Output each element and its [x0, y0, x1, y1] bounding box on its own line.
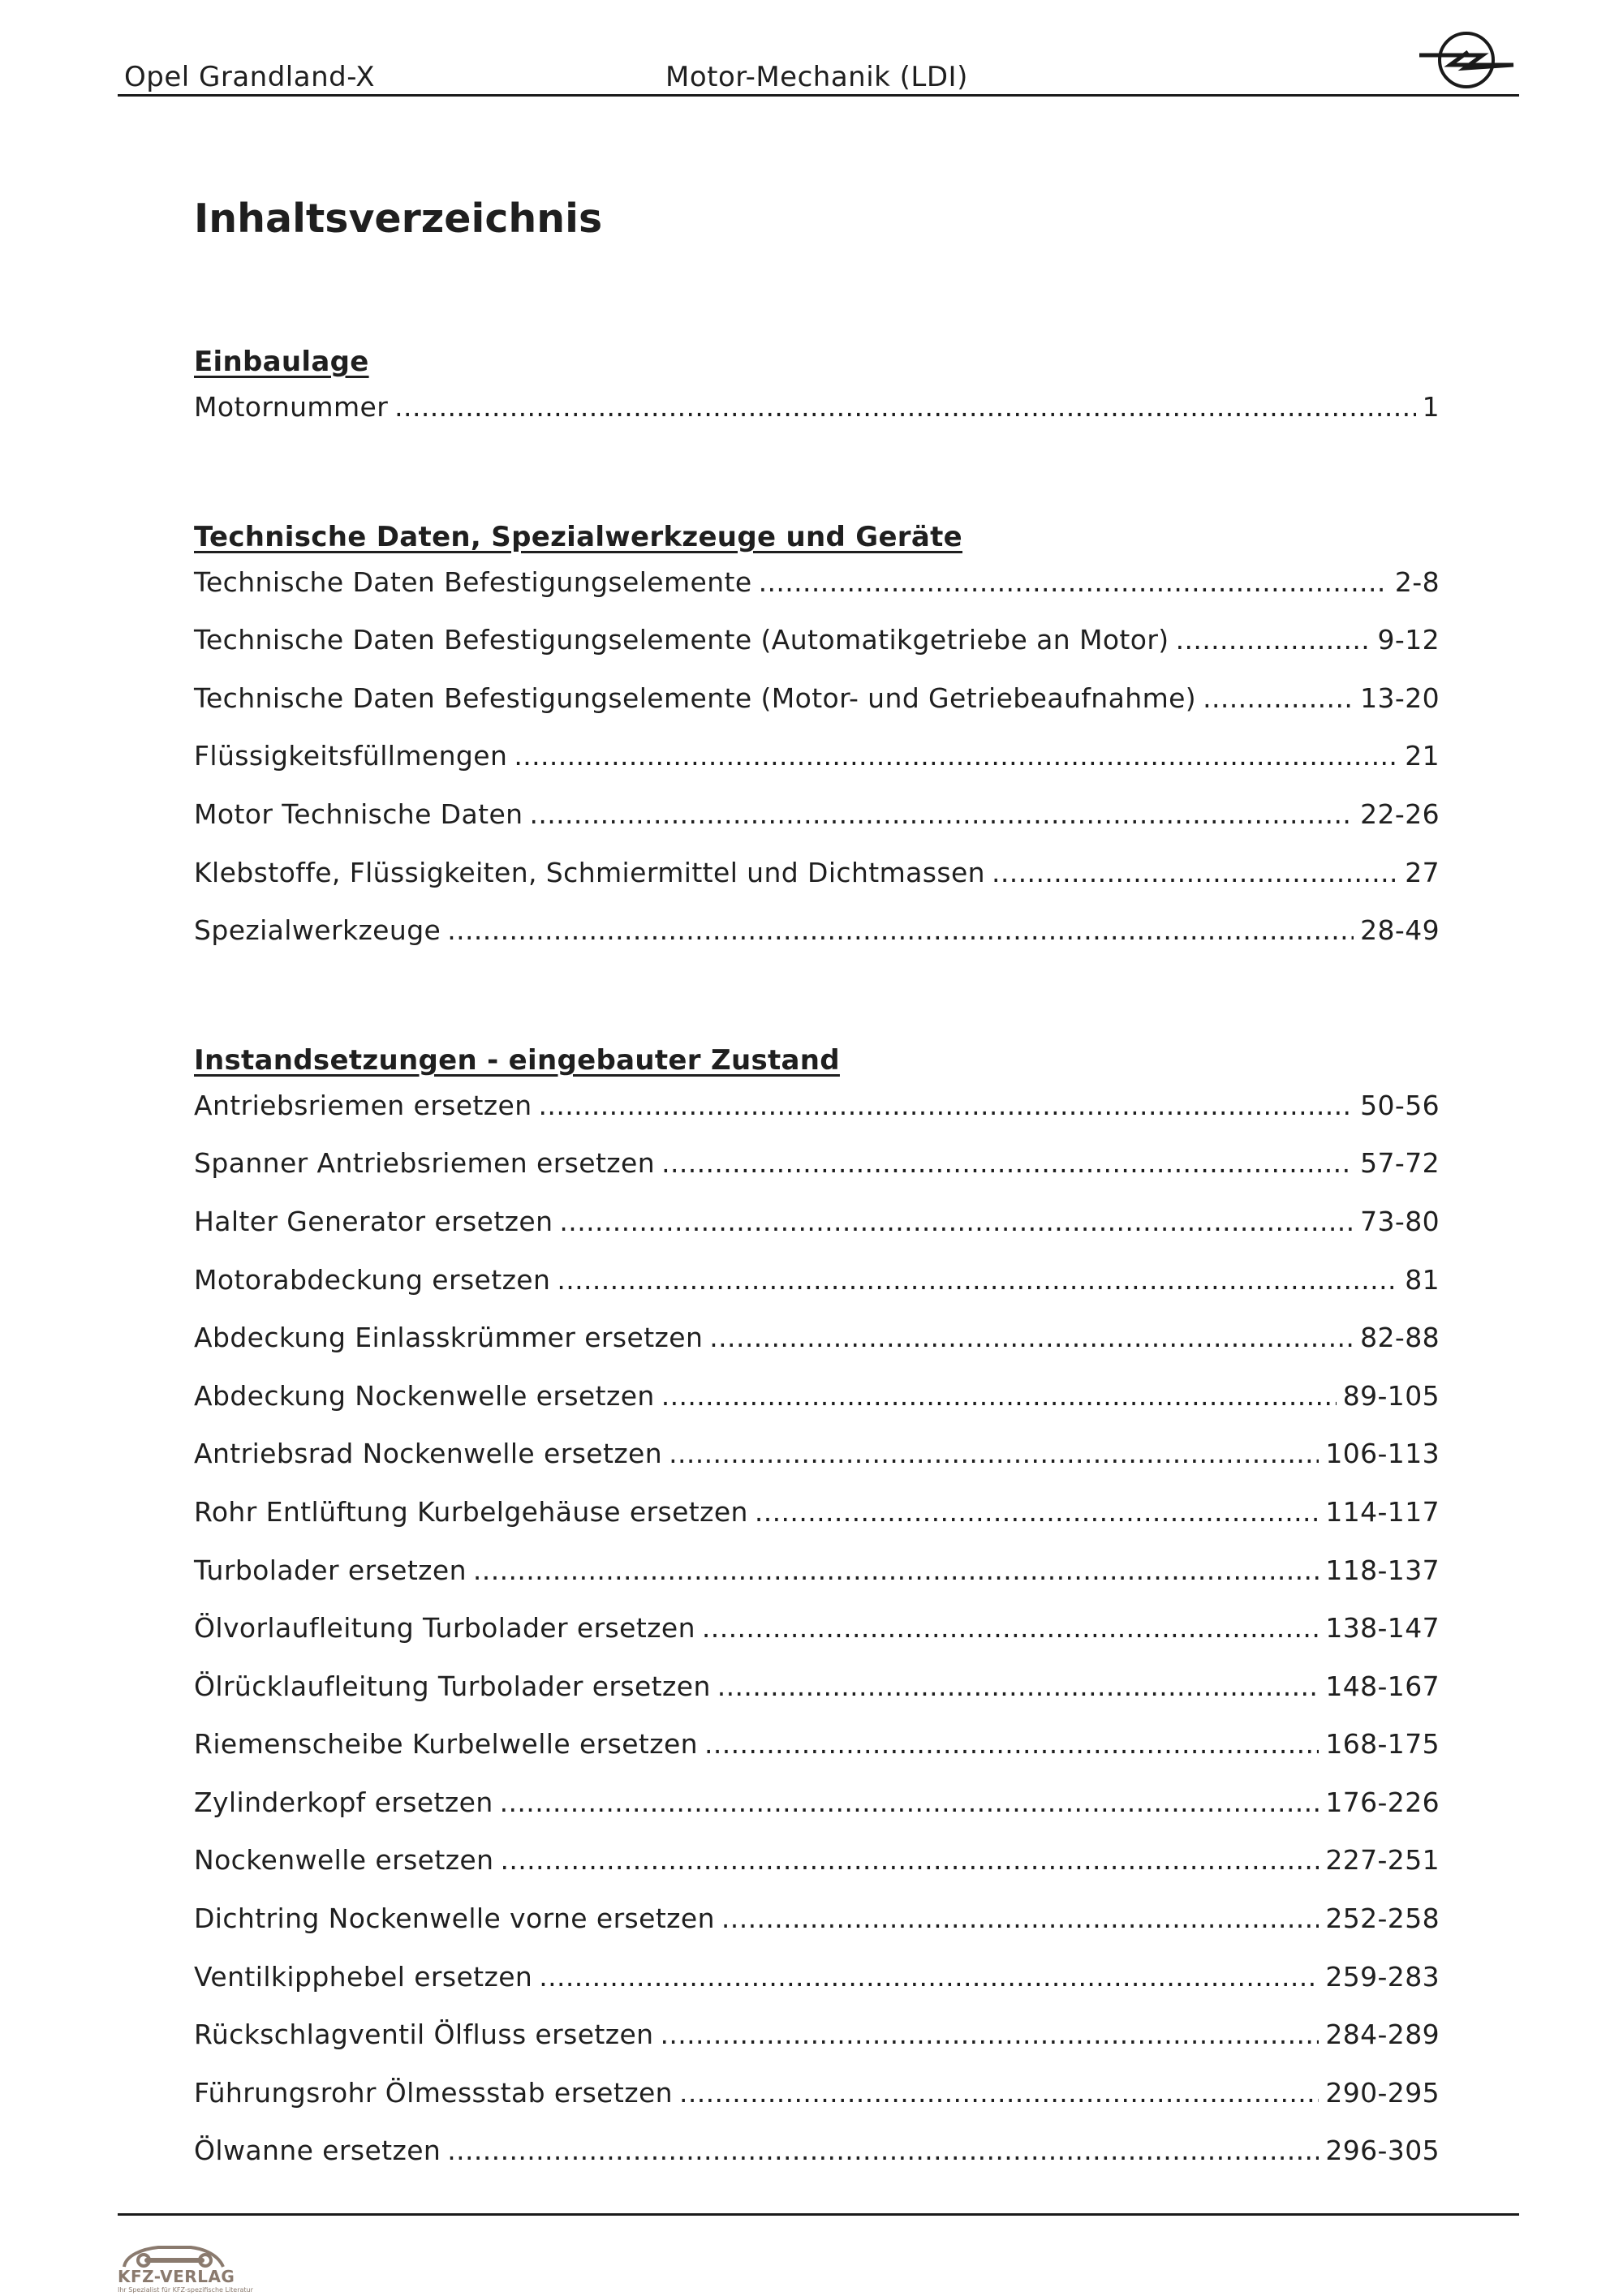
toc-entry-label: Klebstoffe, Flüssigkeiten, Schmiermittel und Dichtmassen: [194, 856, 985, 888]
toc-entry[interactable]: [194, 1961, 1440, 2019]
toc-entry-page: 13-20: [1360, 681, 1440, 714]
toc-entry[interactable]: [194, 798, 1440, 857]
toc-entry-label: Führungsrohr Ölmessstab ersetzen: [194, 2076, 673, 2109]
dot-leader: [660, 2019, 1319, 2050]
dot-leader: [529, 798, 1354, 830]
toc-entry[interactable]: [194, 1844, 1440, 1903]
toc-entry[interactable]: [194, 624, 1440, 682]
manual-topic: Motor-Mechanik (LDI): [665, 61, 968, 93]
toc-entry-label: Ölwanne ersetzen: [194, 2135, 441, 2167]
section-heading: Instandsetzungen - eingebauter Zustand: [194, 1043, 840, 1077]
dot-leader: [1203, 682, 1354, 714]
toc-entry-page: 284-289: [1325, 2019, 1440, 2051]
toc-entry[interactable]: [194, 1612, 1440, 1670]
toc-entry[interactable]: [194, 1670, 1440, 1729]
toc-entry-label: Rückschlagventil Ölfluss ersetzen: [194, 2019, 654, 2051]
dot-leader: [661, 1380, 1337, 1412]
toc-entry-page: 114-117: [1325, 1495, 1440, 1528]
toc-entry-label: Rohr Entlüftung Kurbelgehäuse ersetzen: [194, 1495, 748, 1528]
toc-entry-page: 227-251: [1325, 1844, 1440, 1877]
toc-entry-page: 176-226: [1325, 1786, 1440, 1818]
vehicle-model: Opel Grandland-X: [124, 61, 376, 93]
toc-entry-label: Motornummer: [194, 391, 389, 423]
toc-entry-list: [194, 1090, 1440, 2193]
toc-entry[interactable]: [194, 2077, 1440, 2135]
toc-entry-page: 252-258: [1325, 1903, 1440, 1935]
toc-entry-label: Dichtring Nockenwelle vorne ersetzen: [194, 1903, 715, 1935]
toc-entry[interactable]: [194, 1496, 1440, 1554]
toc-entry-label: Halter Generator ersetzen: [194, 1205, 553, 1237]
toc-entry-page: 259-283: [1325, 1960, 1440, 1993]
dot-leader: [759, 566, 1388, 598]
toc-entry[interactable]: [194, 1380, 1440, 1438]
dot-leader: [557, 1264, 1398, 1296]
header-divider: [118, 94, 1519, 97]
toc-entry[interactable]: [194, 566, 1440, 625]
toc-entry-label: Technische Daten Befestigungselemente: [194, 565, 752, 598]
toc-entry[interactable]: [194, 1206, 1440, 1264]
dot-leader: [709, 1322, 1354, 1353]
dot-leader: [669, 1438, 1319, 1469]
toc-entry-list: [194, 391, 1440, 449]
page-title: Inhaltsverzeichnis: [194, 196, 603, 242]
footer-tagline: Ihr Spezialist für KFZ-spezifische Literatur: [118, 2286, 253, 2294]
toc-entry-page: 22-26: [1360, 798, 1440, 830]
dot-leader: [702, 1612, 1319, 1644]
toc-entry-page: 168-175: [1325, 1728, 1440, 1761]
toc-entry-page: 148-167: [1325, 1670, 1440, 1702]
toc-entry-label: Ventilkipphebel ersetzen: [194, 1960, 533, 1993]
dot-leader: [539, 1961, 1319, 1993]
toc-entry-label: Motorabdeckung ersetzen: [194, 1263, 551, 1296]
page-header: [118, 24, 1519, 96]
dot-leader: [661, 1147, 1354, 1179]
toc-entry[interactable]: [194, 682, 1440, 741]
toc-entry[interactable]: [194, 1090, 1440, 1148]
toc-entry-label: Zylinderkopf ersetzen: [194, 1786, 493, 1818]
toc-entry-page: 1: [1422, 391, 1440, 423]
toc-entry[interactable]: [194, 1786, 1440, 1845]
toc-entry[interactable]: [194, 1728, 1440, 1786]
toc-section: [194, 1031, 1440, 2193]
toc-entry-label: Spanner Antriebsriemen ersetzen: [194, 1147, 656, 1180]
toc-entry[interactable]: [194, 2135, 1440, 2193]
toc-entry-label: Spezialwerkzeuge: [194, 914, 441, 947]
toc-entry[interactable]: [194, 391, 1440, 449]
toc-entry[interactable]: [194, 1264, 1440, 1322]
toc-entry-page: 81: [1405, 1263, 1440, 1296]
dot-leader: [539, 1090, 1354, 1121]
toc-entry-list: [194, 566, 1440, 973]
toc-content: [194, 187, 1440, 2251]
toc-entry-page: 290-295: [1325, 2076, 1440, 2109]
toc-entry[interactable]: [194, 740, 1440, 798]
toc-entry-page: 27: [1405, 856, 1440, 888]
toc-entry-label: Antriebsriemen ersetzen: [194, 1089, 532, 1121]
dot-leader: [679, 2077, 1319, 2109]
toc-entry-page: 2-8: [1394, 565, 1440, 598]
dot-leader: [447, 914, 1354, 946]
toc-entry-page: 73-80: [1360, 1205, 1440, 1237]
dot-leader: [704, 1728, 1319, 1760]
toc-entry-label: Riemenscheibe Kurbelwelle ersetzen: [194, 1728, 698, 1761]
toc-entry-page: 296-305: [1325, 2135, 1440, 2167]
dot-leader: [559, 1206, 1354, 1237]
toc-entry-page: 57-72: [1360, 1147, 1440, 1180]
opel-logo-icon: [1416, 24, 1517, 96]
toc-entry-page: 89-105: [1342, 1379, 1440, 1412]
toc-entry-page: 118-137: [1325, 1554, 1440, 1586]
dot-leader: [717, 1670, 1319, 1702]
toc-entry-page: 82-88: [1360, 1322, 1440, 1354]
section-heading: Einbaulage: [194, 346, 369, 378]
toc-entry-label: Abdeckung Nockenwelle ersetzen: [194, 1379, 655, 1412]
toc-entry[interactable]: [194, 1903, 1440, 1961]
toc-entry[interactable]: [194, 1438, 1440, 1496]
toc-entry-page: 138-147: [1325, 1612, 1440, 1645]
toc-entry[interactable]: [194, 2019, 1440, 2077]
dot-leader: [473, 1554, 1319, 1586]
dot-leader: [1176, 624, 1371, 656]
toc-sections: [194, 333, 1440, 2193]
toc-entry[interactable]: [194, 1554, 1440, 1613]
footer-divider: [118, 2213, 1519, 2216]
dot-leader: [447, 2135, 1319, 2166]
dot-leader: [992, 857, 1398, 888]
toc-entry-page: 106-113: [1325, 1438, 1440, 1470]
toc-entry-label: Motor Technische Daten: [194, 798, 523, 830]
toc-entry-label: Technische Daten Befestigungselemente (Motor- und Getriebeaufnahme): [194, 681, 1197, 714]
toc-entry[interactable]: [194, 914, 1440, 973]
page-footer: [118, 2213, 1519, 2294]
section-heading: Technische Daten, Spezialwerkzeuge und Geräte: [194, 520, 963, 553]
toc-entry-label: Turbolader ersetzen: [194, 1554, 467, 1586]
toc-entry-label: Ölvorlaufleitung Turbolader ersetzen: [194, 1612, 695, 1645]
dot-leader: [514, 740, 1398, 772]
dot-leader: [721, 1903, 1319, 1934]
toc-entry[interactable]: [194, 857, 1440, 915]
toc-entry-page: 50-56: [1360, 1089, 1440, 1121]
footer-brand: KFZ-VERLAG: [118, 2267, 235, 2286]
toc-section: [194, 333, 1440, 449]
toc-entry-page: 28-49: [1360, 914, 1440, 947]
toc-entry[interactable]: [194, 1147, 1440, 1206]
dot-leader: [394, 391, 1415, 423]
dot-leader: [500, 1786, 1319, 1818]
toc-entry-label: Antriebsrad Nockenwelle ersetzen: [194, 1438, 663, 1470]
toc-entry[interactable]: [194, 1322, 1440, 1380]
toc-entry-page: 21: [1405, 740, 1440, 772]
toc-entry-label: Technische Daten Befestigungselemente (Automatikgetriebe an Motor): [194, 624, 1169, 656]
dot-leader: [500, 1844, 1319, 1876]
toc-section: [194, 508, 1440, 973]
toc-entry-label: Flüssigkeitsfüllmengen: [194, 740, 508, 772]
toc-entry-page: 9-12: [1377, 624, 1440, 656]
dot-leader: [755, 1496, 1319, 1528]
toc-entry-label: Abdeckung Einlasskrümmer ersetzen: [194, 1322, 704, 1354]
toc-entry-label: Ölrücklaufleitung Turbolader ersetzen: [194, 1670, 711, 1702]
toc-entry-label: Nockenwelle ersetzen: [194, 1844, 494, 1877]
